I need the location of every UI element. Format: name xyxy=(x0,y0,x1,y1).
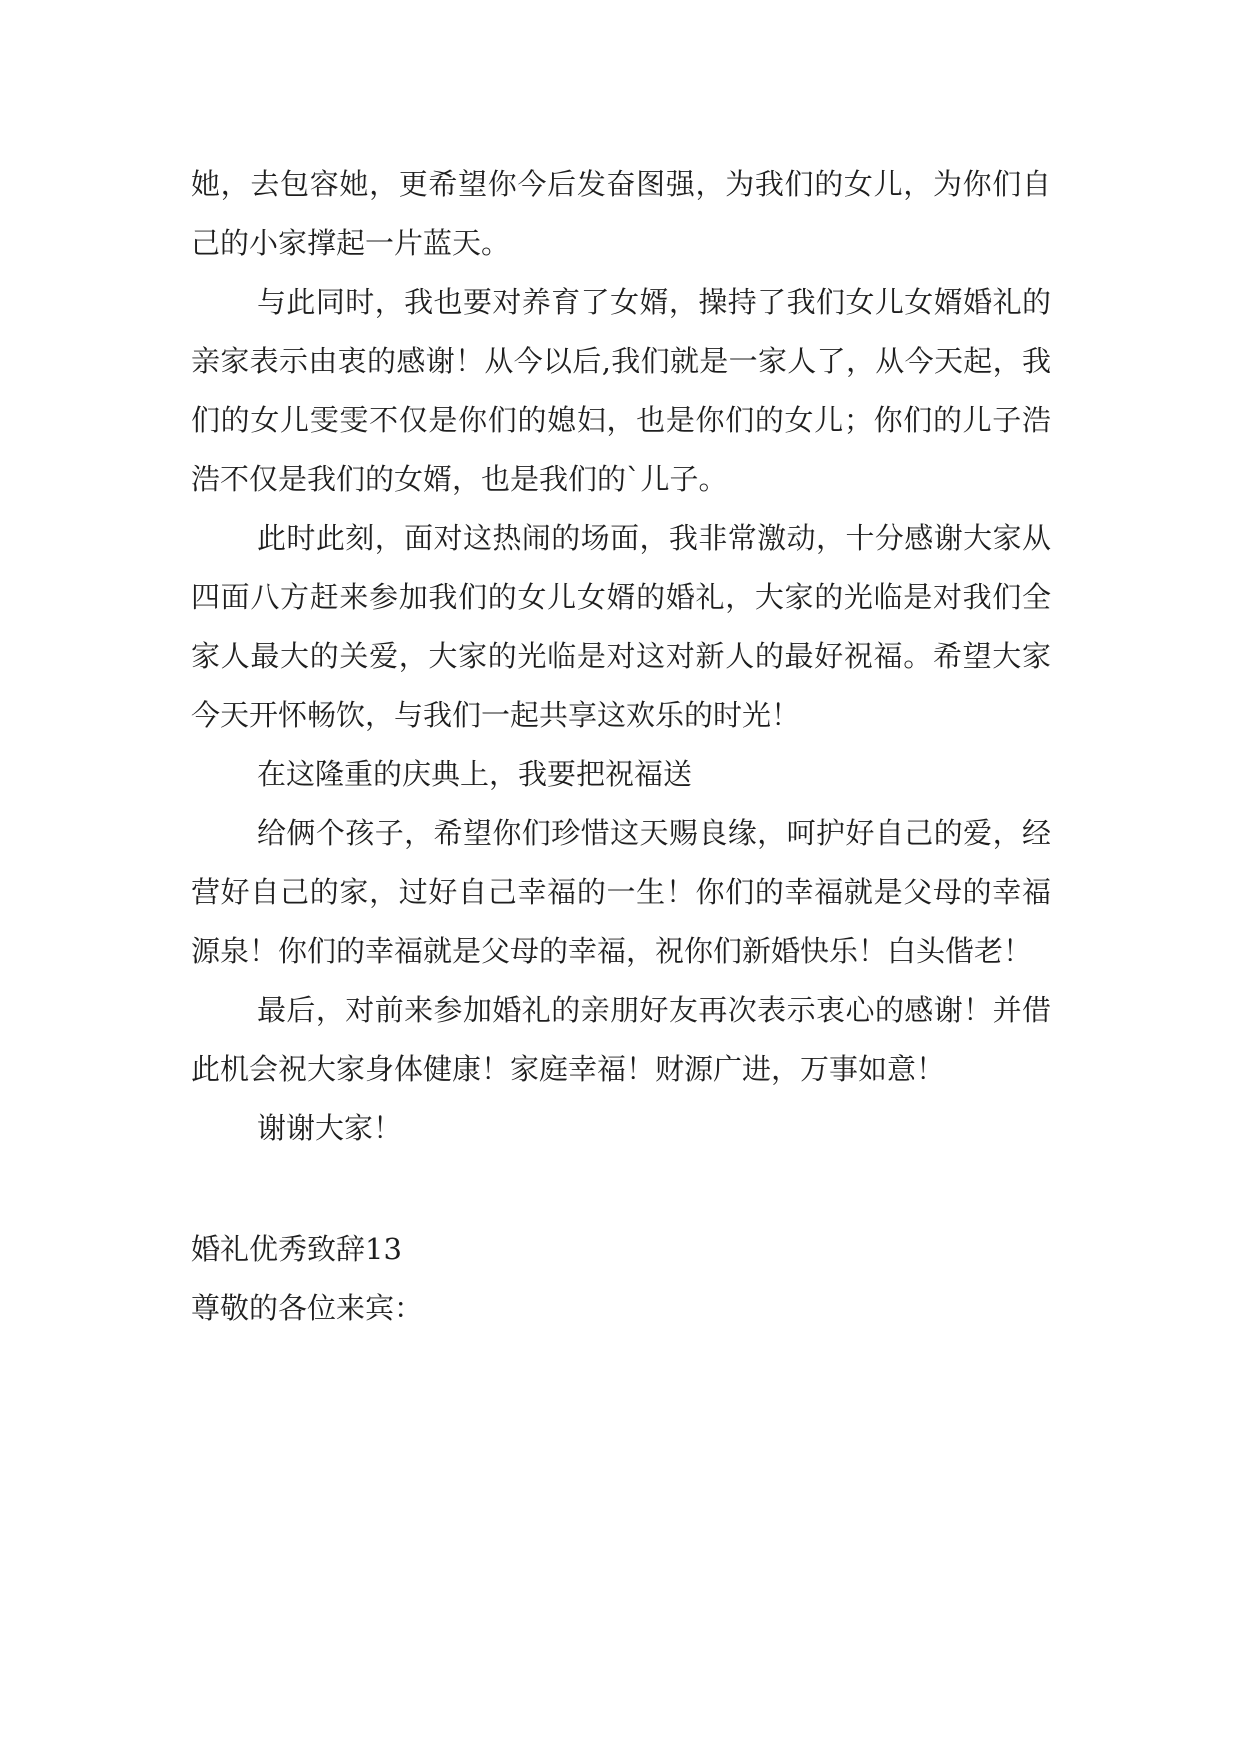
document-body xyxy=(191,155,1051,1338)
section-title: 婚礼优秀致辞13 xyxy=(191,1232,402,1266)
paragraph-3: 此时此刻，面对这热闹的场面，我非常激动，十分感谢大家从四面八方赶来参加我们的女儿女婿的婚礼，大家的光临是对我们全家人最大的关爱，大家的光临是对这对新人的最好祝福。希望大家今天开怀畅饮，与我们一起共享这欢乐的时光！ xyxy=(191,521,1051,732)
paragraph-5: 给俩个孩子，希望你们珍惜这天赐良缘，呵护好自己的爱，经营好自己的家，过好自己幸福的一生！你们的幸福就是父母的幸福源泉！你们的幸福就是父母的幸福，祝你们新婚快乐！白头偕老！ xyxy=(191,816,1051,968)
paragraph-6: 最后，对前来参加婚礼的亲朋好友再次表示衷心的感谢！并借此机会祝大家身体健康！家庭幸福！财源广进，万事如意！ xyxy=(191,993,1051,1086)
paragraph-2: 与此同时，我也要对养育了女婿，操持了我们女儿女婿婚礼的亲家表示由衷的感谢！从今以后,我们就是一家人了，从今天起，我们的女儿雯雯不仅是你们的媳妇，也是你们的女儿；你们的儿子浩浩不仅是我们的女婿，也是我们的`儿子。 xyxy=(191,285,1051,496)
next-section xyxy=(191,1220,1051,1338)
paragraph-1: 她，去包容她，更希望你今后发奋图强，为我们的女儿，为你们自己的小家撑起一片蓝天。 xyxy=(191,167,1051,260)
paragraph-7: 谢谢大家！ xyxy=(257,1111,403,1145)
paragraph-4: 在这隆重的庆典上，我要把祝福送 xyxy=(257,757,693,791)
salutation: 尊敬的各位来宾： xyxy=(191,1291,424,1325)
